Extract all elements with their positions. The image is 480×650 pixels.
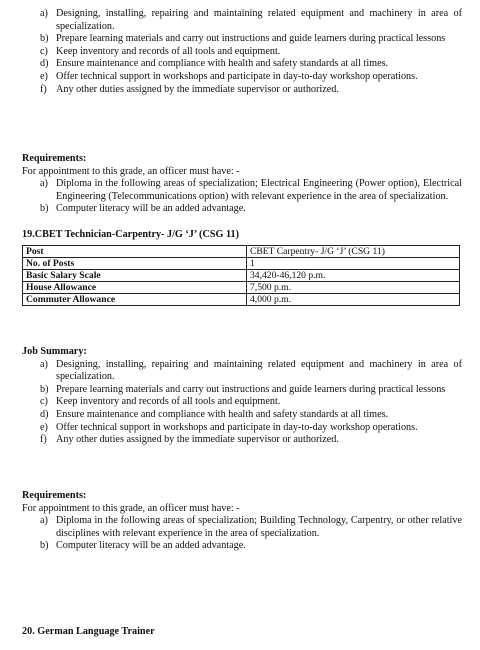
list-item: a) Designing, installing, repairing and maintaining related equipment and machinery in area of specialization.: [40, 358, 462, 383]
table-value: 4,000 p.m.: [247, 294, 460, 306]
section-20-title-wrap: [22, 626, 462, 639]
requirements-list: [22, 178, 462, 216]
job-summary-section: [22, 346, 462, 447]
table-row: [23, 270, 460, 282]
list-item: a) Diploma in the following areas of specialization; Electrical Engineering (Power option), Electrical Engineering (Telecommunications option) with relevant experience in the area of specialization.: [40, 178, 462, 202]
list-item: a) Diploma in the following areas of specialization; Building Technology, Carpentry, or other relative disciplines with relevant experience in the area of specialization.: [40, 515, 462, 539]
job-summary-heading: Job Summary:: [22, 346, 87, 357]
requirements-section-2: [22, 490, 462, 553]
table-row: [23, 294, 460, 306]
table-value: CBET Carpentry- J/G ‘J’ (CSG 11): [247, 246, 460, 258]
section-19-title-wrap: [22, 229, 462, 242]
requirements-intro: For appointment to this grade, an officer must have: -: [22, 502, 240, 514]
table-row: [23, 246, 460, 258]
section-title: 20. German Language Trainer: [22, 626, 155, 637]
requirements-list: [22, 515, 462, 553]
list-item: e) Offer technical support in workshops and participate in day-to-day workshop operations.: [40, 70, 418, 82]
list-item: a) Designing, installing, repairing and maintaining related equipment and machinery in area of specialization.: [40, 8, 462, 32]
list-item: d) Ensure maintenance and compliance with health and safety standards at all times.: [40, 58, 389, 70]
table-value: 34,420-46,120 p.m.: [247, 270, 460, 282]
requirements-heading: Requirements:: [22, 153, 87, 164]
section-title: 19.CBET Technician-Carpentry- J/G ‘J’ (CSG 11): [22, 229, 239, 240]
list-item: c) Keep inventory and records of all tools and equipment.: [40, 45, 281, 57]
table-label: Commuter Allowance: [23, 294, 247, 306]
table-label: Basic Salary Scale: [23, 270, 247, 282]
list-item: c) Keep inventory and records of all tools and equipment.: [40, 396, 281, 408]
requirements-intro: For appointment to this grade, an officer must have: -: [22, 165, 240, 177]
list-item: d) Ensure maintenance and compliance with health and safety standards at all times.: [40, 408, 389, 420]
duties-list-top: [22, 8, 462, 96]
list-item: b) Prepare learning materials and carry out instructions and guide learners during practical lessons: [40, 383, 446, 395]
requirements-heading: Requirements:: [22, 490, 87, 501]
table-label: No. of Posts: [23, 258, 247, 270]
job-summary-list: [22, 359, 462, 447]
table-label: House Allowance: [23, 282, 247, 294]
list-item: e) Offer technical support in workshops and participate in day-to-day workshop operations.: [40, 421, 418, 433]
list-item: b) Prepare learning materials and carry out instructions and guide learners during practical lessons: [40, 33, 446, 45]
table-label: Post: [23, 246, 247, 258]
duties-section-top: [22, 8, 462, 96]
list-item: b) Computer literacy will be an added advantage.: [40, 203, 246, 215]
requirements-section-1: [22, 153, 462, 216]
table-value: 7,500 p.m.: [247, 282, 460, 294]
table-row: [23, 258, 460, 270]
list-item: f) Any other duties assigned by the immediate supervisor or authorized.: [40, 83, 339, 95]
table-value: 1: [247, 258, 460, 270]
list-item: f) Any other duties assigned by the immediate supervisor or authorized.: [40, 434, 339, 446]
table-row: [23, 282, 460, 294]
post-details-table: [22, 245, 460, 306]
list-item: b) Computer literacy will be an added advantage.: [40, 540, 246, 552]
